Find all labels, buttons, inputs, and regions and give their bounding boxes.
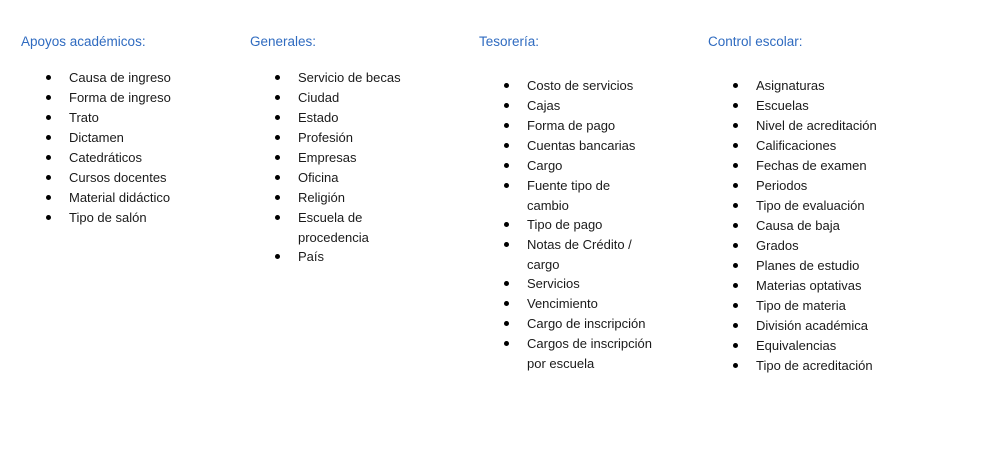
list-item: Servicio de becas [298,68,423,88]
list-item: Cargos de inscripción por escuela [527,334,652,373]
item-list [69,68,171,228]
column-title: Control escolar: [708,34,803,49]
list-item: Tipo de acreditación [756,356,877,376]
column-control-escolar [708,34,948,373]
column-generales [250,34,470,264]
item-list [527,76,652,373]
column-title: Generales: [250,34,317,49]
list-item: Cargo de inscripción [527,314,652,334]
list-item: Asignaturas [756,76,877,96]
list-item: Escuelas [756,96,877,116]
list-item: Oficina [298,168,423,188]
list-item: Forma de ingreso [69,88,171,108]
list-item: Nivel de acreditación [756,116,877,136]
list-item: Periodos [756,176,877,196]
list-item: Forma de pago [527,116,652,136]
list-item: País [298,247,423,267]
list-item: Materias optativas [756,276,877,296]
list-item: Cuentas bancarias [527,136,652,156]
list-item: Notas de Crédito / cargo [527,235,652,274]
column-apoyos-academicos [21,34,241,225]
list-item: Grados [756,236,877,256]
list-item: Causa de ingreso [69,68,171,88]
list-item: Tipo de pago [527,215,652,235]
column-title: Tesorería: [479,34,540,49]
list-item: Material didáctico [69,188,171,208]
list-item: Religión [298,188,423,208]
list-item: Escuela de procedencia [298,208,423,247]
list-item: Cajas [527,96,652,116]
list-item: Empresas [298,148,423,168]
list-item: Tipo de salón [69,208,171,228]
list-item: División académica [756,316,877,336]
list-item: Dictamen [69,128,171,148]
list-item: Causa de baja [756,216,877,236]
list-item: Vencimiento [527,294,652,314]
list-item: Profesión [298,128,423,148]
column-title: Apoyos académicos: [21,34,146,49]
list-item: Servicios [527,274,652,294]
list-item: Fuente tipo de cambio [527,176,652,215]
list-item: Ciudad [298,88,423,108]
column-tesoreria [479,34,699,371]
list-item: Equivalencias [756,336,877,356]
list-item: Catedráticos [69,148,171,168]
list-item: Trato [69,108,171,128]
list-item: Planes de estudio [756,256,877,276]
list-item: Tipo de evaluación [756,196,877,216]
list-item: Costo de servicios [527,76,652,96]
item-list [298,68,423,267]
list-item: Cargo [527,156,652,176]
list-item: Estado [298,108,423,128]
item-list [756,76,877,376]
list-item: Tipo de materia [756,296,877,316]
list-item: Cursos docentes [69,168,171,188]
list-item: Fechas de examen [756,156,877,176]
list-item: Calificaciones [756,136,877,156]
